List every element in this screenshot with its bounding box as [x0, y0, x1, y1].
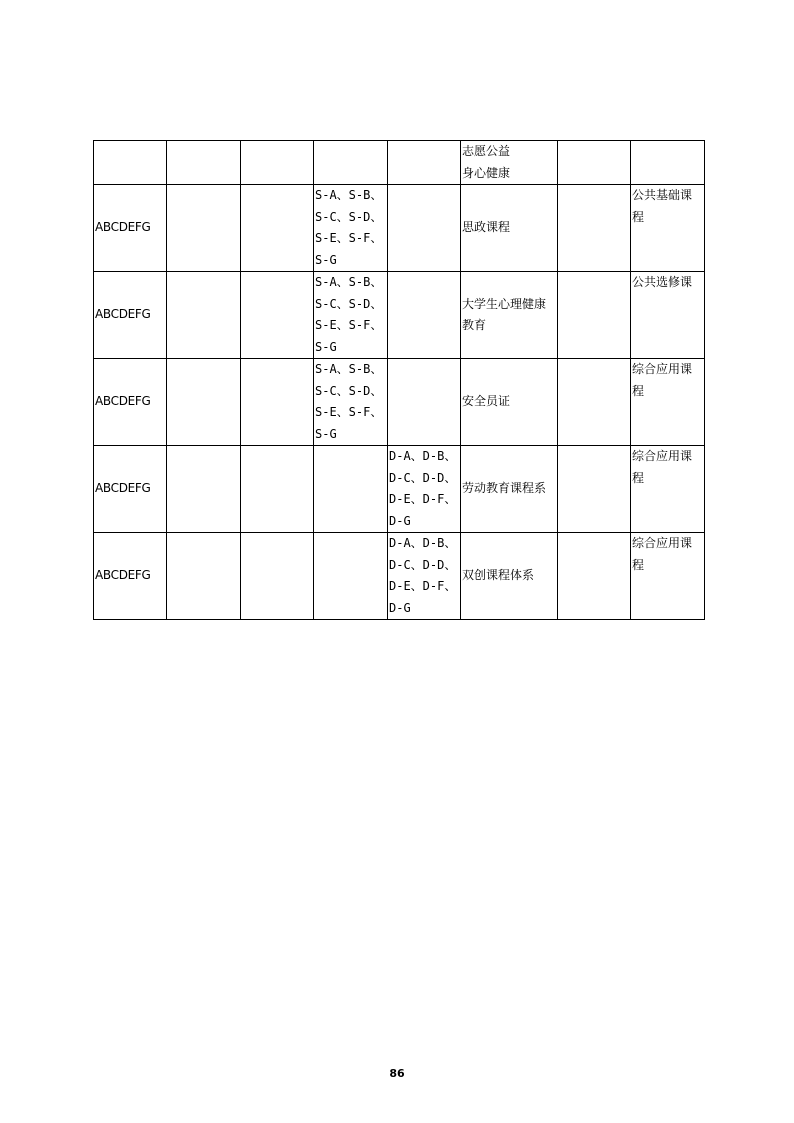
- table-row: [94, 141, 705, 185]
- page-number: 86: [389, 1067, 405, 1080]
- course-mapping-table: [93, 140, 705, 620]
- category-cell: 综合应用课程: [631, 359, 705, 446]
- s-code-cell: S-A、S-B、 S-C、S-D、 S-E、S-F、 S-G: [314, 185, 388, 272]
- s-code-cell: [314, 533, 388, 620]
- name-cell: ABCDEFG: [94, 359, 167, 446]
- empty-cell: [167, 359, 241, 446]
- course-cell: 双创课程体系: [461, 533, 558, 620]
- empty-cell: [167, 533, 241, 620]
- course-cell: 劳动教育课程系: [461, 446, 558, 533]
- empty-cell: [167, 141, 241, 185]
- course-cell: 安全员证: [461, 359, 558, 446]
- name-cell: [94, 141, 167, 185]
- empty-cell: [241, 533, 314, 620]
- empty-cell: [558, 359, 631, 446]
- d-code-cell: D-A、D-B、 D-C、D-D、 D-E、D-F、 D-G: [388, 446, 461, 533]
- s-code-cell: [314, 446, 388, 533]
- s-code-cell: S-A、S-B、 S-C、S-D、 S-E、S-F、 S-G: [314, 359, 388, 446]
- name-cell: ABCDEFG: [94, 272, 167, 359]
- empty-cell: [241, 359, 314, 446]
- empty-cell: [167, 185, 241, 272]
- table-row: [94, 533, 705, 620]
- empty-cell: [167, 446, 241, 533]
- category-cell: 综合应用课程: [631, 446, 705, 533]
- d-code-cell: [388, 185, 461, 272]
- category-cell: 公共基础课程: [631, 185, 705, 272]
- empty-cell: [241, 185, 314, 272]
- d-code-cell: [388, 272, 461, 359]
- s-code-cell: S-A、S-B、 S-C、S-D、 S-E、S-F、 S-G: [314, 272, 388, 359]
- empty-cell: [241, 446, 314, 533]
- name-cell: ABCDEFG: [94, 533, 167, 620]
- course-cell: 志愿公益 身心健康: [461, 141, 558, 185]
- category-cell: 公共选修课: [631, 272, 705, 359]
- empty-cell: [558, 272, 631, 359]
- course-cell: 大学生心理健康 教育: [461, 272, 558, 359]
- name-cell: ABCDEFG: [94, 446, 167, 533]
- d-code-cell: [388, 359, 461, 446]
- category-cell: 综合应用课程: [631, 533, 705, 620]
- d-code-cell: D-A、D-B、 D-C、D-D、 D-E、D-F、 D-G: [388, 533, 461, 620]
- empty-cell: [167, 272, 241, 359]
- course-cell: 思政课程: [461, 185, 558, 272]
- table-row: [94, 272, 705, 359]
- empty-cell: [558, 533, 631, 620]
- table-row: [94, 446, 705, 533]
- empty-cell: [558, 185, 631, 272]
- name-cell: ABCDEFG: [94, 185, 167, 272]
- empty-cell: [558, 446, 631, 533]
- empty-cell: [558, 141, 631, 185]
- d-code-cell: [388, 141, 461, 185]
- category-cell: [631, 141, 705, 185]
- table-row: [94, 359, 705, 446]
- empty-cell: [241, 141, 314, 185]
- empty-cell: [241, 272, 314, 359]
- table-body: [94, 141, 705, 620]
- s-code-cell: [314, 141, 388, 185]
- table-row: [94, 185, 705, 272]
